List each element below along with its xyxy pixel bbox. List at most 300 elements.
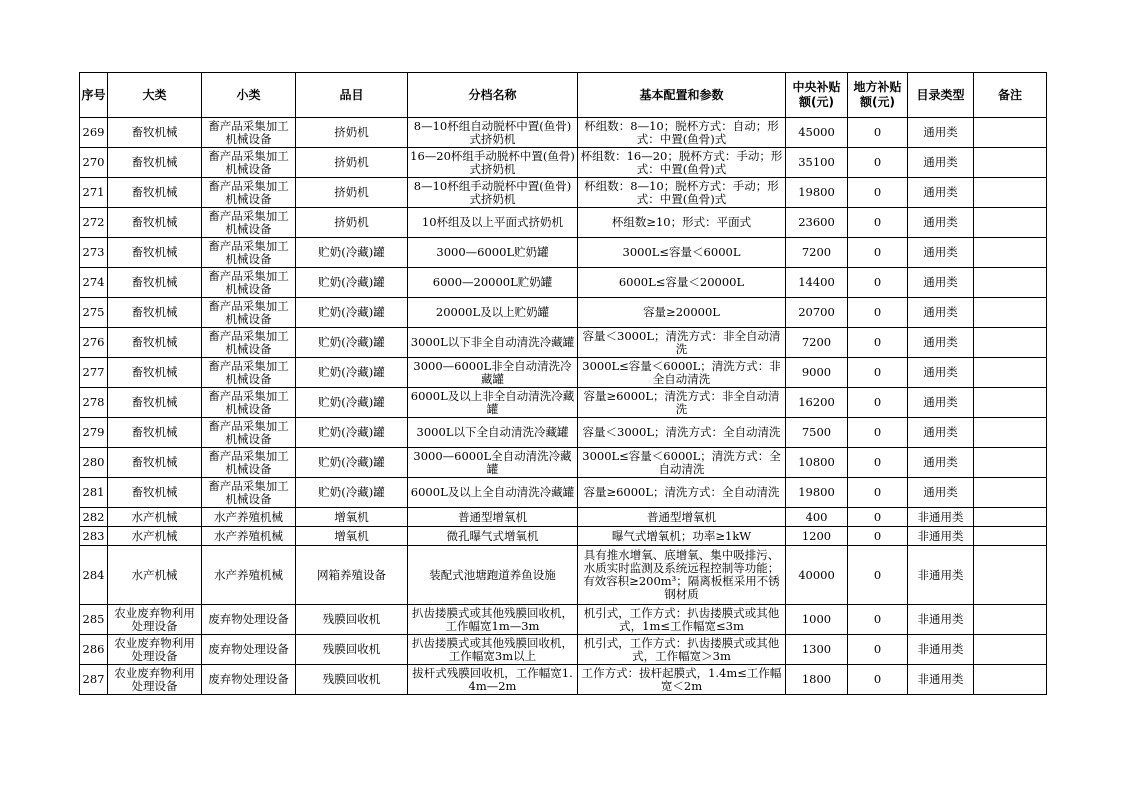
row-item-text: 贮奶(冷藏)罐 [318,336,385,349]
row-catalog-type [908,527,974,546]
row-category-text: 畜牧机械 [131,306,178,319]
row-central-subsidy [786,238,848,268]
row-spec [578,148,786,178]
header-grade: 分档名称 [408,73,578,118]
row-local-subsidy-text: 0 [873,306,882,319]
row-subcategory-text: 畜产品采集加工机械设备 [208,119,289,146]
row-grade-text: 3000—6000L全自动清洗冷藏罐 [413,449,572,476]
row-catalog-type-text: 通用类 [923,426,958,439]
row-grade [408,118,578,148]
row-central-subsidy [786,328,848,358]
row-item [296,478,408,508]
row-category [108,508,202,527]
row-no [80,546,108,605]
row-item-text: 挤奶机 [334,186,369,199]
row-spec [578,328,786,358]
row-no [80,448,108,478]
row-item [296,238,408,268]
row-note [974,208,1047,238]
row-central-subsidy [786,208,848,238]
row-item [296,508,408,527]
row-spec [578,208,786,238]
row-no-text: 272 [82,216,105,229]
row-local-subsidy-text: 0 [873,246,882,259]
row-spec-text: 具有推水增氧、底增氧、集中吸排污、水质实时监测及系统远程控制等功能；有效容积≥200m³；隔离板框采用不锈钢材质 [583,549,780,601]
row-local-subsidy-text: 0 [873,366,882,379]
row-catalog-type [908,388,974,418]
row-category-text: 畜牧机械 [131,366,178,379]
table-row [80,298,1047,328]
row-spec [578,418,786,448]
row-grade-text: 3000—6000L非全自动清洗冷藏罐 [413,359,572,386]
row-central-subsidy [786,388,848,418]
table-row [80,358,1047,388]
row-subcategory [202,238,296,268]
row-catalog-type [908,148,974,178]
row-no [80,148,108,178]
row-category-text: 畜牧机械 [131,426,178,439]
row-subcategory-text: 畜产品采集加工机械设备 [208,419,289,446]
row-local-subsidy [848,268,908,298]
header-catalog-type: 目录类型 [908,73,974,118]
row-note [974,635,1047,665]
row-catalog-type [908,665,974,695]
row-spec-text: 6000L≤容量＜20000L [618,276,745,289]
row-central-subsidy-text: 10800 [798,456,835,469]
row-spec [578,605,786,635]
row-spec [578,508,786,527]
row-subcategory-text: 水产养殖机械 [214,568,283,582]
row-no [80,238,108,268]
row-local-subsidy-text: 0 [873,126,882,139]
row-subcategory-text: 废弃物处理设备 [208,613,289,626]
row-spec [578,635,786,665]
row-catalog-type-text: 通用类 [923,336,958,349]
row-grade-text: 扒齿搂膜式或其他残膜回收机，工作幅宽1m—3m [412,606,573,633]
row-item [296,148,408,178]
row-catalog-type-text: 非通用类 [917,643,964,656]
row-note [974,178,1047,208]
row-central-subsidy [786,148,848,178]
row-item [296,605,408,635]
row-spec-text: 杯组数：8—10；脱杯方式：手动；形式：中置(鱼骨)式 [584,179,779,206]
row-item-text: 贮奶(冷藏)罐 [318,276,385,289]
row-local-subsidy [848,358,908,388]
row-category-text: 畜牧机械 [131,156,178,169]
row-subcategory-text: 畜产品采集加工机械设备 [208,209,289,236]
row-no-text: 276 [82,336,105,349]
row-grade-text: 6000L及以上全自动清洗冷藏罐 [410,486,575,499]
row-no [80,527,108,546]
row-no-text: 283 [82,529,105,543]
row-grade [408,546,578,605]
row-catalog-type-text: 通用类 [923,306,958,319]
row-note [974,665,1047,695]
row-central-subsidy-text: 7500 [801,426,832,439]
row-spec [578,388,786,418]
row-grade-text: 微孔曝气式增氧机 [446,529,539,543]
row-item-text: 增氧机 [334,510,369,524]
row-category-text: 农业废弃物利用处理设备 [114,636,195,663]
table-row [80,448,1047,478]
row-category-text: 农业废弃物利用处理设备 [114,666,195,693]
row-note [974,605,1047,635]
row-subcategory [202,605,296,635]
row-grade [408,388,578,418]
row-category [108,238,202,268]
row-central-subsidy [786,298,848,328]
row-local-subsidy [848,508,908,527]
row-item-text: 残膜回收机 [322,613,381,626]
row-subcategory [202,508,296,527]
row-subcategory [202,328,296,358]
row-no [80,328,108,358]
table-row [80,208,1047,238]
row-grade-text: 20000L及以上贮奶罐 [435,306,550,319]
row-subcategory-text: 畜产品采集加工机械设备 [208,299,289,326]
row-item [296,635,408,665]
row-no-text: 285 [82,613,105,626]
table-row [80,635,1047,665]
row-spec-text: 杯组数：8—10；脱杯方式：自动；形式：中置(鱼骨)式 [584,119,779,146]
row-local-subsidy [848,208,908,238]
table-row [80,508,1047,527]
table-row [80,268,1047,298]
row-subcategory [202,665,296,695]
table-row [80,328,1047,358]
row-no-text: 273 [82,246,105,259]
row-category [108,358,202,388]
row-central-subsidy-text: 1000 [801,613,832,626]
row-grade-text: 3000—6000L贮奶罐 [436,246,549,259]
row-subcategory-text: 废弃物处理设备 [208,643,289,656]
row-item-text: 贮奶(冷藏)罐 [318,396,385,409]
row-local-subsidy-text: 0 [873,426,882,439]
header-category: 大类 [108,73,202,118]
row-subcategory-text: 畜产品采集加工机械设备 [208,479,289,506]
row-catalog-type-text: 非通用类 [917,613,964,626]
subsidy-table [79,72,1047,695]
row-local-subsidy-text: 0 [873,396,882,409]
row-central-subsidy-text: 9000 [801,366,832,379]
row-subcategory-text: 废弃物处理设备 [208,673,289,686]
row-central-subsidy [786,478,848,508]
row-spec [578,527,786,546]
row-spec [578,298,786,328]
row-spec [578,546,786,605]
table-row [80,665,1047,695]
row-catalog-type-text: 通用类 [923,276,958,289]
row-category-text: 畜牧机械 [131,186,178,199]
row-subcategory [202,448,296,478]
row-no [80,388,108,418]
row-local-subsidy-text: 0 [873,613,882,626]
row-category [108,118,202,148]
row-spec-text: 工作方式：拔杆起膜式，1.4m≤工作幅宽＜2m [581,666,782,693]
row-grade-text: 装配式池塘跑道养鱼设施 [429,568,556,582]
row-grade [408,605,578,635]
header-spec: 基本配置和参数 [578,73,786,118]
row-item [296,178,408,208]
row-central-subsidy-text: 1300 [801,643,832,656]
row-spec-text: 容量≥6000L；清洗方式：非全自动清洗 [583,389,780,416]
row-category [108,665,202,695]
row-item-text: 挤奶机 [334,216,369,229]
row-local-subsidy-text: 0 [873,456,882,469]
row-category-text: 农业废弃物利用处理设备 [114,606,195,633]
row-grade-text: 3000L以下全自动清洗冷藏罐 [416,426,569,439]
row-spec [578,268,786,298]
row-no-text: 280 [82,456,105,469]
row-item [296,268,408,298]
row-local-subsidy [848,388,908,418]
row-grade-text: 扒齿搂膜式或其他残膜回收机，工作幅宽3m以上 [412,636,573,663]
row-central-subsidy-text: 1800 [801,673,832,686]
row-central-subsidy [786,635,848,665]
row-no-text: 277 [82,366,105,379]
row-catalog-type [908,605,974,635]
row-item-text: 增氧机 [334,529,369,543]
row-local-subsidy-text: 0 [873,568,882,582]
row-note [974,508,1047,527]
row-local-subsidy [848,148,908,178]
row-grade [408,238,578,268]
row-item-text: 残膜回收机 [322,673,381,686]
row-subcategory-text: 畜产品采集加工机械设备 [208,389,289,416]
row-no-text: 271 [82,186,105,199]
row-grade [408,148,578,178]
row-grade [408,178,578,208]
row-item-text: 贮奶(冷藏)罐 [318,246,385,259]
row-category [108,388,202,418]
row-subcategory [202,268,296,298]
row-note [974,268,1047,298]
row-catalog-type-text: 通用类 [923,246,958,259]
row-note [974,478,1047,508]
row-local-subsidy-text: 0 [873,510,882,524]
header-subcategory: 小类 [202,73,296,118]
row-item-text: 贮奶(冷藏)罐 [318,456,385,469]
row-category [108,208,202,238]
row-item-text: 挤奶机 [334,156,369,169]
row-local-subsidy [848,448,908,478]
row-local-subsidy [848,238,908,268]
row-no [80,118,108,148]
row-grade-text: 6000L及以上非全自动清洗冷藏罐 [410,389,575,416]
row-local-subsidy [848,328,908,358]
row-grade-text: 普通型增氧机 [458,510,527,524]
table-row [80,605,1047,635]
row-no [80,665,108,695]
row-subcategory [202,298,296,328]
row-item [296,546,408,605]
row-note [974,238,1047,268]
row-local-subsidy [848,665,908,695]
row-central-subsidy-text: 23600 [798,216,835,229]
row-note [974,148,1047,178]
row-central-subsidy [786,527,848,546]
row-spec-text: 杯组数：16—20；脱杯方式：手动；形式：中置(鱼骨)式 [580,149,783,176]
row-subcategory-text: 畜产品采集加工机械设备 [208,149,289,176]
row-spec [578,178,786,208]
row-central-subsidy-text: 45000 [798,126,835,139]
row-spec-text: 曝气式增氧机；功率≥1kW [611,529,752,543]
row-no-text: 270 [82,156,105,169]
row-no-text: 279 [82,426,105,439]
row-catalog-type [908,238,974,268]
row-note [974,118,1047,148]
row-no [80,208,108,238]
row-grade [408,298,578,328]
row-category-text: 畜牧机械 [131,246,178,259]
row-central-subsidy-text: 1200 [801,529,832,543]
row-catalog-type [908,118,974,148]
row-note [974,527,1047,546]
row-grade [408,527,578,546]
row-item-text: 网箱养殖设备 [317,568,386,582]
row-no [80,635,108,665]
row-catalog-type-text: 非通用类 [917,568,964,582]
header-row [80,73,1047,118]
row-category [108,148,202,178]
row-catalog-type [908,208,974,238]
row-spec [578,665,786,695]
row-item-text: 贮奶(冷藏)罐 [318,306,385,319]
row-subcategory [202,208,296,238]
row-local-subsidy-text: 0 [873,529,882,543]
row-spec-text: 容量＜3000L；清洗方式：全自动清洗 [582,426,781,439]
row-spec-text: 机引式，工作方式：扒齿搂膜式或其他式，1m≤工作幅宽≤3m [583,606,780,633]
row-subcategory [202,635,296,665]
row-grade [408,418,578,448]
row-category [108,478,202,508]
row-subcategory-text: 畜产品采集加工机械设备 [208,239,289,266]
row-grade [408,508,578,527]
row-no-text: 286 [82,643,105,656]
row-subcategory-text: 畜产品采集加工机械设备 [208,179,289,206]
row-item [296,418,408,448]
row-no [80,478,108,508]
table-row [80,546,1047,605]
row-grade [408,208,578,238]
row-central-subsidy [786,358,848,388]
row-grade-text: 8—10杯组自动脱杯中置(鱼骨)式挤奶机 [413,119,572,146]
row-catalog-type-text: 通用类 [923,366,958,379]
table-row [80,478,1047,508]
row-spec-text: 机引式，工作方式：扒齿搂膜式或其他式，工作幅宽＞3m [583,636,780,663]
row-category [108,605,202,635]
row-category-text: 畜牧机械 [131,276,178,289]
row-central-subsidy-text: 19800 [798,486,835,499]
row-note [974,546,1047,605]
row-category-text: 畜牧机械 [131,396,178,409]
table-row [80,178,1047,208]
row-local-subsidy-text: 0 [873,186,882,199]
row-note [974,418,1047,448]
row-subcategory-text: 畜产品采集加工机械设备 [208,359,289,386]
row-subcategory [202,118,296,148]
row-catalog-type [908,448,974,478]
row-item-text: 贮奶(冷藏)罐 [318,366,385,379]
row-note [974,358,1047,388]
table-row [80,118,1047,148]
row-central-subsidy-text: 400 [805,510,828,524]
row-subcategory-text: 畜产品采集加工机械设备 [208,449,289,476]
row-local-subsidy-text: 0 [873,673,882,686]
row-local-subsidy [848,118,908,148]
row-category [108,268,202,298]
row-category [108,546,202,605]
row-grade-text: 拔杆式残膜回收机，工作幅宽1.4m—2m [412,666,573,693]
row-item [296,118,408,148]
row-category-text: 水产机械 [131,529,178,543]
row-local-subsidy [848,546,908,605]
row-subcategory-text: 畜产品采集加工机械设备 [208,269,289,296]
row-catalog-type-text: 通用类 [923,156,958,169]
row-note [974,298,1047,328]
row-subcategory [202,418,296,448]
row-subcategory-text: 水产养殖机械 [214,529,283,543]
row-catalog-type [908,298,974,328]
row-no-text: 278 [82,396,105,409]
row-local-subsidy-text: 0 [873,486,882,499]
row-spec-text: 容量≥6000L；清洗方式：全自动清洗 [583,486,780,499]
row-item [296,358,408,388]
row-catalog-type-text: 通用类 [923,486,958,499]
table-row [80,527,1047,546]
row-subcategory [202,178,296,208]
row-subcategory [202,527,296,546]
row-no [80,178,108,208]
row-no-text: 281 [82,486,105,499]
row-category-text: 畜牧机械 [131,456,178,469]
row-category [108,418,202,448]
row-local-subsidy-text: 0 [873,643,882,656]
row-catalog-type [908,328,974,358]
row-category [108,178,202,208]
table-row [80,388,1047,418]
row-category [108,328,202,358]
row-no [80,298,108,328]
row-catalog-type [908,268,974,298]
row-spec [578,118,786,148]
row-item [296,388,408,418]
row-category [108,448,202,478]
row-grade [408,268,578,298]
row-no [80,268,108,298]
row-category [108,527,202,546]
row-subcategory [202,388,296,418]
row-category-text: 畜牧机械 [131,336,178,349]
row-central-subsidy [786,118,848,148]
row-subcategory [202,478,296,508]
row-central-subsidy-text: 14400 [798,276,835,289]
row-spec-text: 普通型增氧机 [647,510,716,524]
row-subcategory [202,546,296,605]
row-grade-text: 3000L以下非全自动清洗冷藏罐 [410,336,575,349]
header-note: 备注 [974,73,1047,118]
row-category-text: 畜牧机械 [131,486,178,499]
row-no [80,418,108,448]
row-spec-text: 3000L≤容量＜6000L [622,246,741,259]
header-item: 品目 [296,73,408,118]
row-central-subsidy [786,178,848,208]
row-note [974,448,1047,478]
row-local-subsidy-text: 0 [873,216,882,229]
row-note [974,328,1047,358]
row-central-subsidy-text: 19800 [798,186,835,199]
row-local-subsidy [848,178,908,208]
